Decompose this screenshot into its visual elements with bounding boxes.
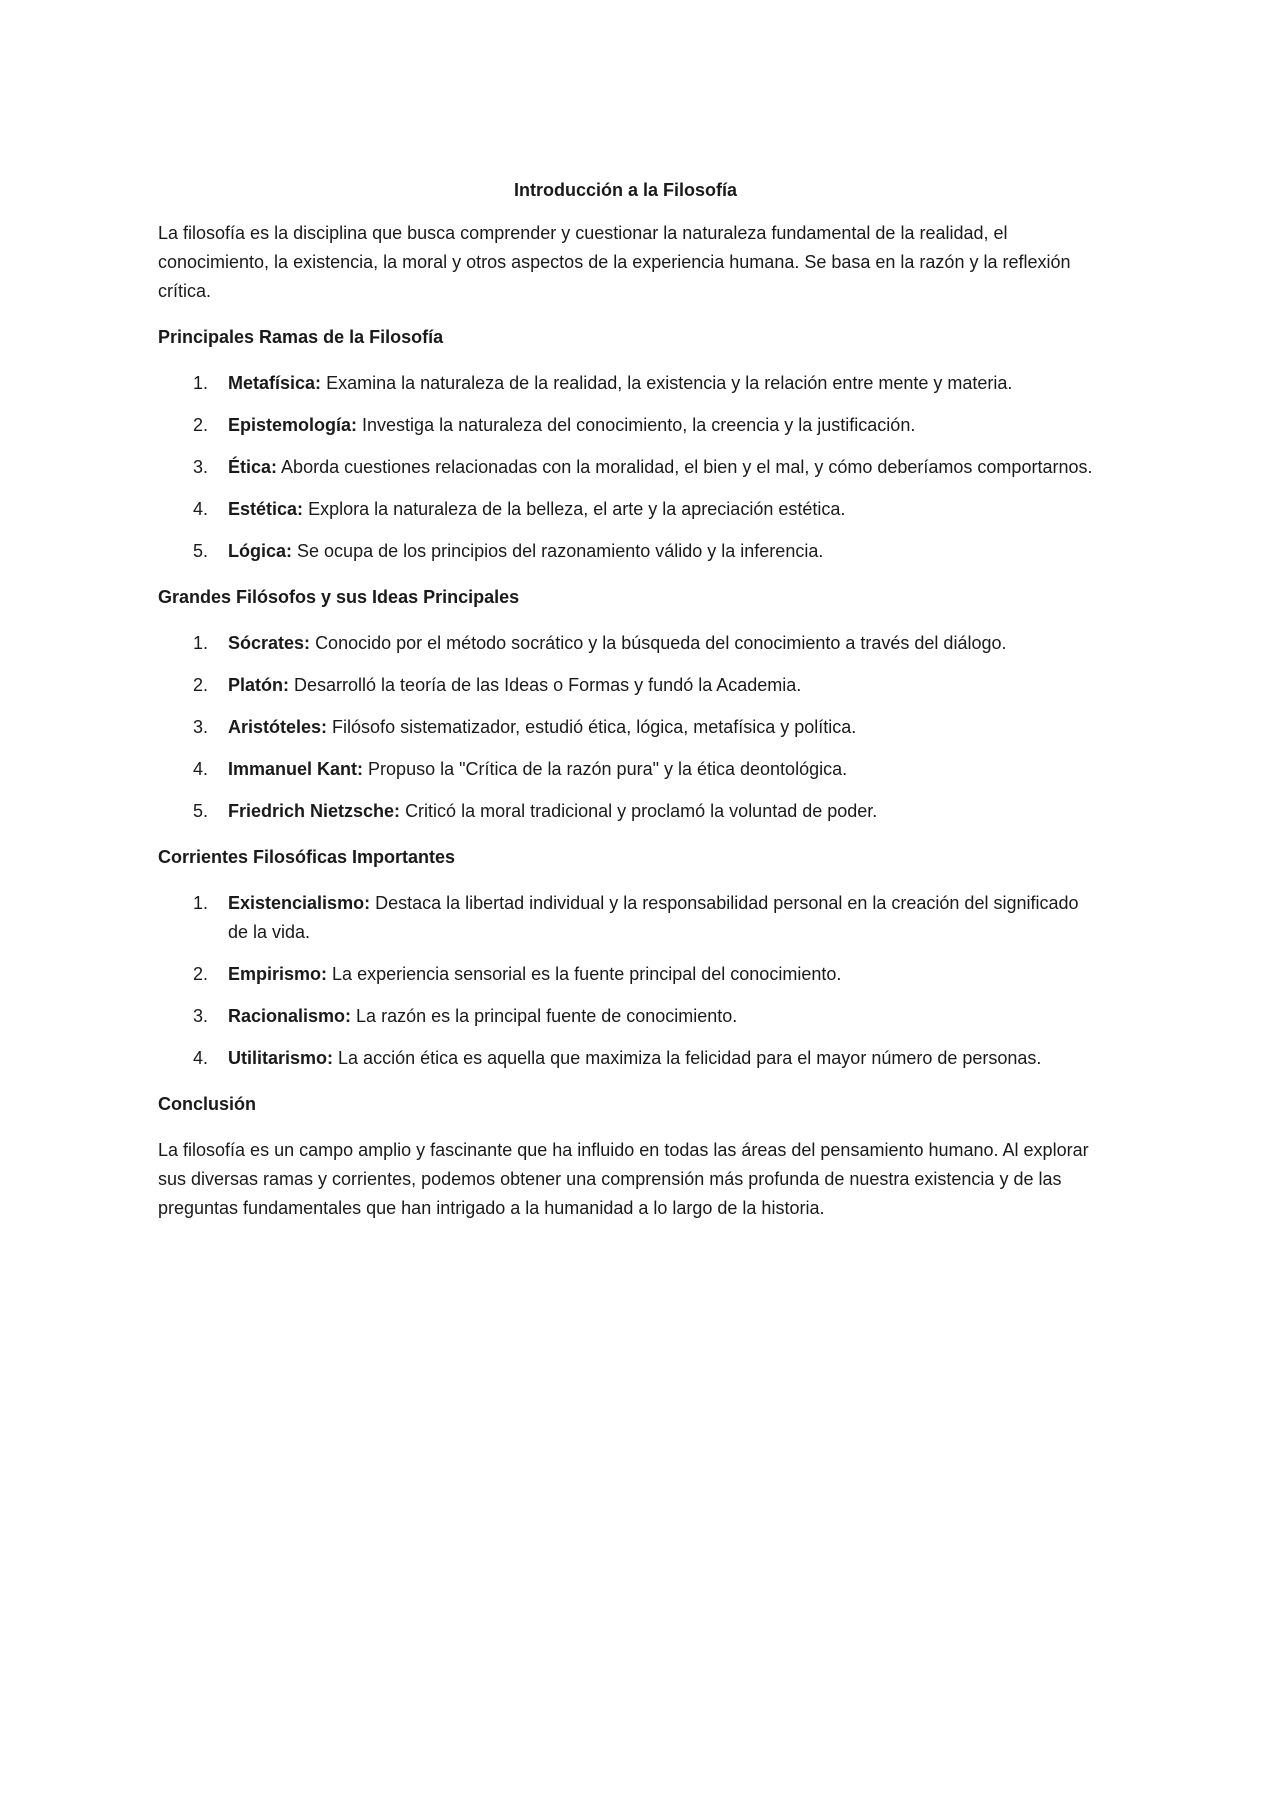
list-description: Aborda cuestiones relacionadas con la moralidad, el bien y el mal, y cómo deberíamos comportarnos. [281, 457, 1093, 477]
list-term: Platón: [228, 675, 289, 695]
list-number: 4. [193, 499, 209, 519]
list-number: 5. [193, 541, 209, 561]
list-term: Immanuel Kant: [228, 759, 364, 779]
list-corrientes [158, 889, 1093, 1073]
list-number: 3. [193, 457, 209, 477]
list-number: 2. [193, 675, 209, 695]
list-term: Existencialismo: [228, 893, 371, 913]
list-term: Metafísica: [228, 373, 322, 393]
list-item [158, 960, 1093, 989]
list-number: 1. [193, 373, 209, 393]
list-item [158, 453, 1093, 482]
list-term: Empirismo: [228, 964, 328, 984]
list-filosofos [158, 629, 1093, 826]
list-term: Utilitarismo: [228, 1048, 334, 1068]
list-description: Explora la naturaleza de la belleza, el arte y la apreciación estética. [308, 499, 846, 519]
list-term: Sócrates: [228, 633, 311, 653]
list-term: Aristóteles: [228, 717, 328, 737]
list-term: Estética: [228, 499, 304, 519]
list-description: La razón es la principal fuente de conocimiento. [356, 1006, 738, 1026]
list-term: Racionalismo: [228, 1006, 352, 1026]
list-description: Filósofo sistematizador, estudió ética, lógica, metafísica y política. [332, 717, 857, 737]
list-description: Investiga la naturaleza del conocimiento, la creencia y la justificación. [362, 415, 916, 435]
section-heading-filosofos: Grandes Filósofos y sus Ideas Principales [158, 587, 520, 607]
page-title: Introducción a la Filosofía [513, 180, 738, 200]
list-item [158, 369, 1093, 398]
section-heading-corrientes: Corrientes Filosóficas Importantes [158, 847, 456, 867]
list-description: Examina la naturaleza de la realidad, la existencia y la relación entre mente y materia. [326, 373, 1013, 393]
list-description: La experiencia sensorial es la fuente principal del conocimiento. [332, 964, 842, 984]
list-description: Criticó la moral tradicional y proclamó la voluntad de poder. [405, 801, 878, 821]
list-number: 1. [193, 893, 209, 913]
list-description: Destaca la libertad individual y la responsabilidad personal en la creación del significado de la vida. [228, 893, 1079, 942]
list-description: La acción ética es aquella que maximiza la felicidad para el mayor número de personas. [338, 1048, 1042, 1068]
list-description: Conocido por el método socrático y la búsqueda del conocimiento a través del diálogo. [315, 633, 1007, 653]
list-item [158, 889, 1093, 947]
list-item [158, 537, 1093, 566]
conclusion-paragraph: La filosofía es un campo amplio y fascinante que ha influido en todas las áreas del pensamiento humano. Al explorar sus diversas ramas y corrientes, podemos obtener una comprensión más profunda de nuestra existencia y de las preguntas fundamentales que han intrigado a la humanidad a lo largo de la historia. [158, 1140, 1089, 1218]
list-number: 3. [193, 717, 209, 737]
list-term: Epistemología: [228, 415, 358, 435]
list-term: Lógica: [228, 541, 293, 561]
list-item [158, 713, 1093, 742]
list-description: Propuso la "Crítica de la razón pura" y la ética deontológica. [368, 759, 848, 779]
list-item [158, 797, 1093, 826]
list-item [158, 1044, 1093, 1073]
list-description: Desarrolló la teoría de las Ideas o Formas y fundó la Academia. [294, 675, 802, 695]
list-number: 2. [193, 964, 209, 984]
list-item [158, 411, 1093, 440]
list-item [158, 629, 1093, 658]
list-number: 4. [193, 759, 209, 779]
list-term: Ética: [228, 457, 278, 477]
intro-paragraph: La filosofía es la disciplina que busca comprender y cuestionar la naturaleza fundamental de la realidad, el conocimiento, la existencia, la moral y otros aspectos de la experiencia humana. Se basa en la razón y la reflexión crítica. [158, 223, 1071, 301]
list-item [158, 755, 1093, 784]
list-number: 5. [193, 801, 209, 821]
list-number: 3. [193, 1006, 209, 1026]
section-heading-ramas: Principales Ramas de la Filosofía [158, 327, 444, 347]
list-item [158, 671, 1093, 700]
conclusion-heading: Conclusión [158, 1094, 256, 1114]
list-description: Se ocupa de los principios del razonamiento válido y la inferencia. [297, 541, 824, 561]
list-number: 1. [193, 633, 209, 653]
list-item [158, 495, 1093, 524]
list-ramas [158, 369, 1093, 566]
list-number: 2. [193, 415, 209, 435]
list-term: Friedrich Nietzsche: [228, 801, 401, 821]
list-item [158, 1002, 1093, 1031]
list-number: 4. [193, 1048, 209, 1068]
